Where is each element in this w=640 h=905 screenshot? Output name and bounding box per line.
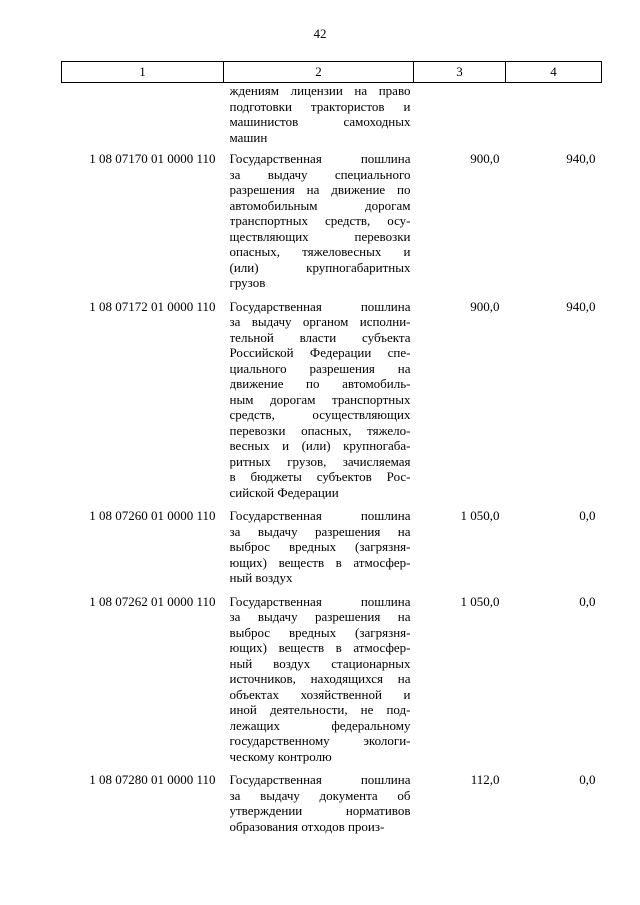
- description-line: Государственная пошлина: [229, 298, 411, 314]
- description-line: государственному экологи-: [229, 733, 411, 748]
- description-line: опасных, тяжеловесных и: [229, 244, 411, 259]
- description-line: за выдачу специального: [229, 166, 411, 182]
- table-row: [62, 83, 602, 152]
- amount-column-3-cell: [414, 83, 506, 152]
- description-line: Государственная пошлина: [229, 593, 411, 609]
- table-row: [62, 299, 602, 509]
- budget-code-cell: 1 08 07172 01 0000 110: [89, 298, 216, 314]
- amount-column-4-cell: 0,0: [579, 508, 596, 523]
- description-line: ющих) веществ в атмосфер-: [229, 640, 411, 655]
- description-line: ным дорогам транспортных: [229, 391, 411, 407]
- description-line: (или) крупногабаритных: [229, 259, 411, 275]
- description-line: ный воздух стационарных: [229, 655, 411, 671]
- description-line: иной деятельности, не под-: [229, 702, 411, 717]
- description-line: перевозки опасных, тяжело-: [229, 422, 411, 438]
- table-header-row: [62, 62, 602, 83]
- amount-column-4-cell: 940,0: [566, 151, 596, 166]
- description-line: транспортных средств, осу-: [229, 213, 411, 228]
- amount-column-3-cell: 1 050,0: [460, 593, 500, 609]
- table-row: [62, 151, 602, 299]
- description-line: Государственная пошлина: [229, 151, 411, 166]
- description-line: объектах хозяйственной и: [229, 686, 411, 702]
- description-line: Российской Федерации спе-: [229, 345, 411, 360]
- description-line: тельной власти субъекта: [229, 329, 411, 345]
- description-line: весных и (или) крупногаба-: [229, 438, 411, 453]
- description-line: выброс вредных (загрязня-: [229, 539, 411, 554]
- budget-code-cell: 1 08 07280 01 0000 110: [89, 772, 216, 787]
- description-line: Государственная пошлина: [229, 772, 411, 787]
- description-line: ществляющих перевозки: [229, 228, 411, 244]
- description-line: лежащих федеральному: [229, 717, 411, 733]
- budget-code-cell: 1 08 07262 01 0000 110: [89, 593, 216, 609]
- description-line: образования отходов произ-: [229, 818, 385, 834]
- budget-table-container: [61, 61, 601, 842]
- amount-column-3-cell: 900,0: [470, 151, 500, 166]
- amount-column-3-cell: 1 050,0: [460, 508, 500, 523]
- amount-column-3-cell: 112,0: [470, 772, 500, 787]
- column-header-3: 3: [414, 62, 506, 83]
- description-line: подготовки трактористов и: [229, 98, 411, 114]
- description-line: циального разрешения на: [229, 360, 411, 376]
- description-cell: [224, 83, 414, 152]
- description-line: машинистов самоходных: [229, 114, 411, 129]
- description-line: за выдачу разрешения на: [229, 523, 411, 539]
- description-line: разрешения на движение по: [229, 182, 411, 197]
- description-line: Государственная пошлина: [229, 508, 411, 523]
- description-line: автомобильным дорогам: [229, 197, 411, 213]
- description-line: движение по автомобиль-: [229, 376, 411, 391]
- amount-column-4-cell: 0,0: [579, 772, 596, 787]
- description-line: ждениям лицензии на право: [229, 83, 411, 98]
- amount-column-3-cell: 900,0: [470, 298, 500, 314]
- description-cell: [224, 594, 414, 773]
- column-header-4: 4: [506, 62, 602, 83]
- description-line: за выдачу документа об: [229, 787, 411, 803]
- amount-column-4-cell: [506, 83, 602, 152]
- description-line: за выдачу органом исполни-: [229, 314, 411, 329]
- description-line: сийской Федерации: [229, 484, 339, 500]
- amount-column-4-cell: 940,0: [566, 298, 596, 314]
- column-header-1: 1: [62, 62, 224, 83]
- description-line: за выдачу разрешения на: [229, 609, 411, 624]
- budget-code-cell: [62, 83, 224, 152]
- description-line: ритных грузов, зачисляемая: [229, 453, 411, 469]
- table-body: [62, 83, 602, 843]
- budget-code-cell: 1 08 07170 01 0000 110: [89, 151, 216, 166]
- budget-code-cell: 1 08 07260 01 0000 110: [89, 508, 216, 523]
- table-row: [62, 594, 602, 773]
- amount-column-4-cell: 0,0: [579, 593, 596, 609]
- table-row: [62, 508, 602, 594]
- description-line: источников, находящихся на: [229, 671, 411, 686]
- description-line: ческому контролю: [229, 748, 332, 764]
- description-line: в бюджеты субъектов Рос-: [229, 469, 411, 484]
- description-cell: [224, 151, 414, 299]
- description-line: средств, осуществляющих: [229, 407, 411, 422]
- description-line: грузов: [229, 275, 266, 290]
- description-line: утверждении нормативов: [229, 803, 411, 818]
- column-header-2: 2: [224, 62, 414, 83]
- page-number: 42: [313, 26, 327, 41]
- description-line: ющих) веществ в атмосфер-: [229, 554, 411, 570]
- description-cell: [224, 772, 414, 842]
- description-cell: [224, 299, 414, 509]
- description-line: ный воздух: [229, 570, 293, 585]
- description-line: машин: [229, 129, 268, 145]
- budget-table: [61, 61, 602, 842]
- description-cell: [224, 508, 414, 594]
- description-line: выброс вредных (загрязня-: [229, 624, 411, 640]
- table-row: [62, 772, 602, 842]
